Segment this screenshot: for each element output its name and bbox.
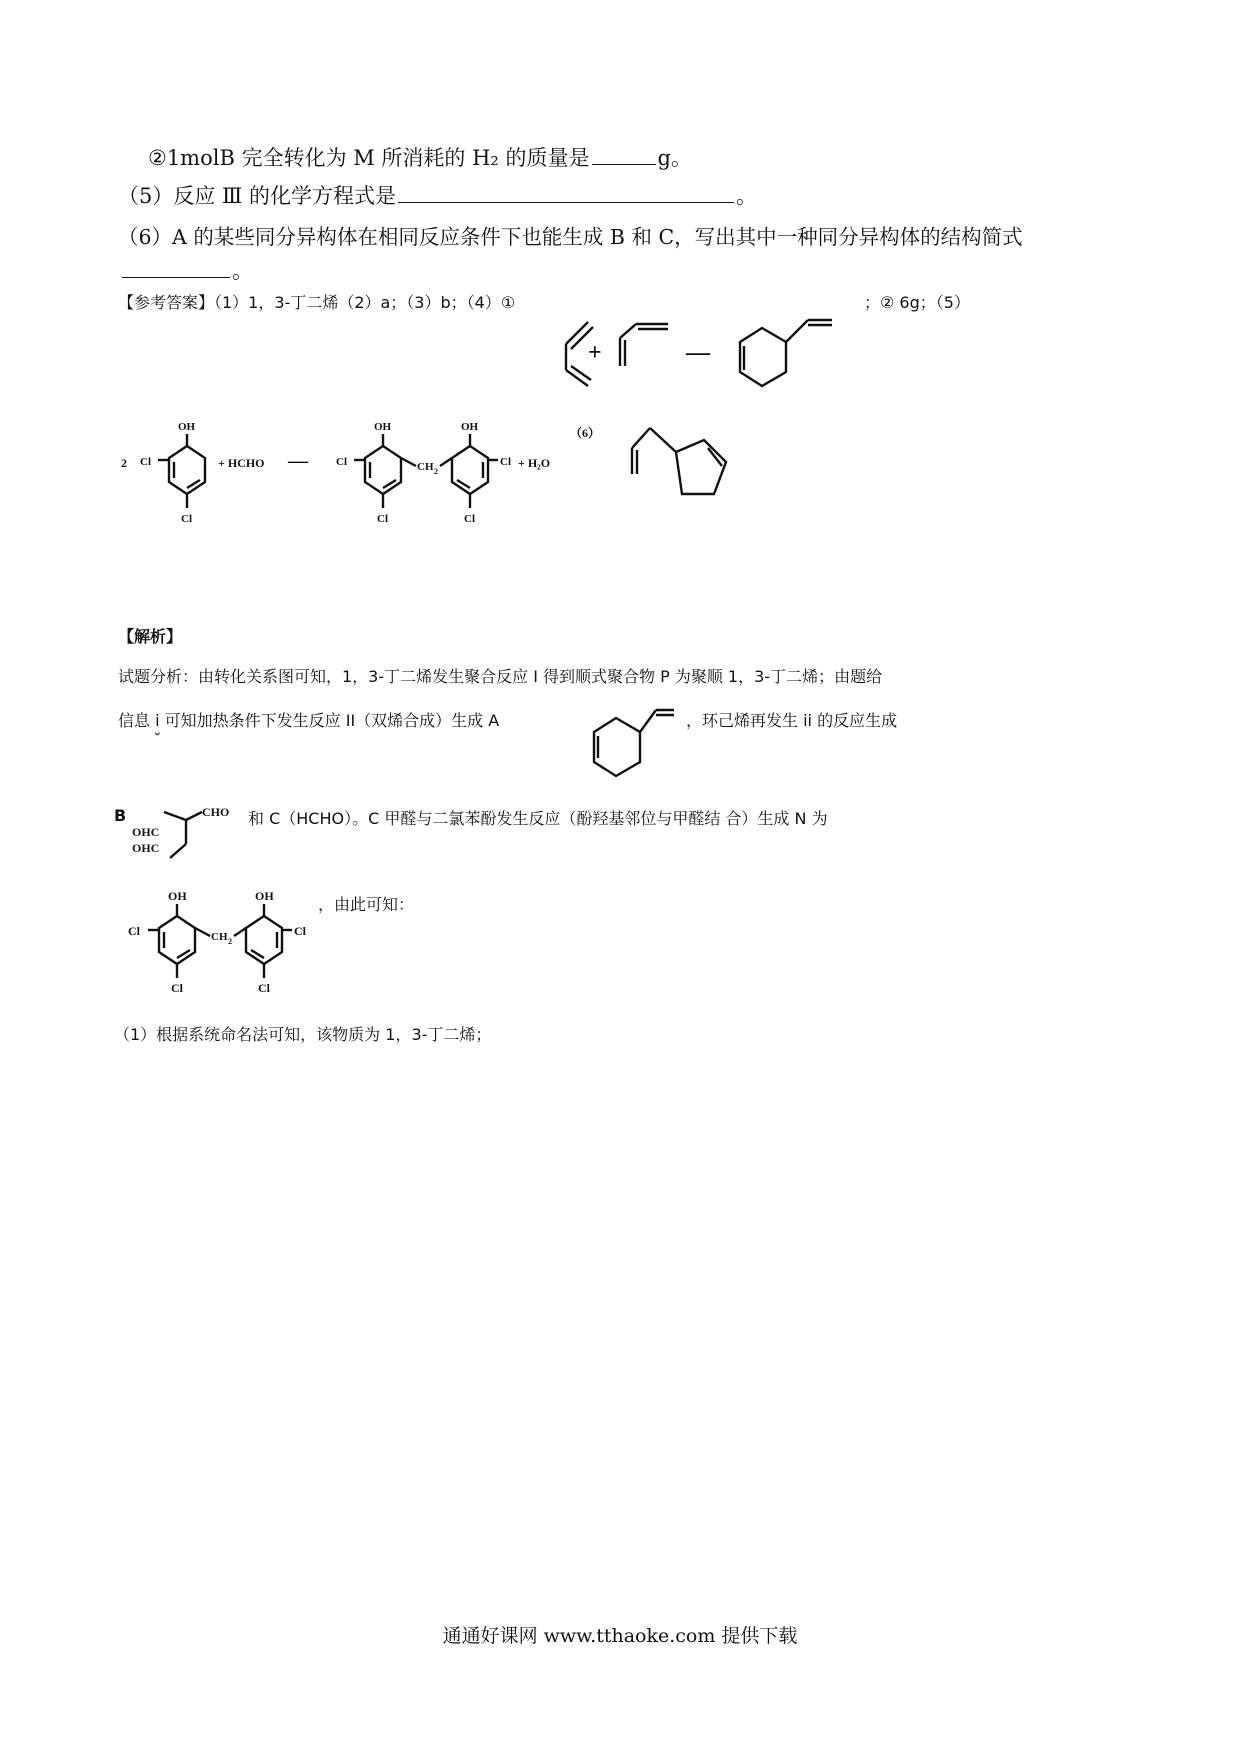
butadiene-molecule-2	[616, 318, 676, 368]
answer-tail	[864, 290, 970, 313]
question-6-text: （6）A 的某些同分异构体在相同反应条件下也能生成 B 和 C，写出其中一种同分异构体的结构简式	[118, 225, 1023, 249]
svg-text:OH: OH	[255, 889, 274, 903]
plus-hcho: + HCHO	[218, 456, 265, 470]
svg-text:Cl: Cl	[258, 981, 270, 995]
analysis-para-2	[118, 708, 499, 731]
analysis-para-3-text: 和 C（HCHO）。C 甲醛与二氯苯酚发生反应（酚羟基邻位与甲醛结 合）生成 N 为	[248, 809, 828, 828]
question-5-text: （5）反应 Ⅲ 的化学方程式是	[118, 184, 396, 208]
question-4-2	[148, 142, 692, 172]
svg-text:2: 2	[228, 937, 232, 946]
svg-text:Cl: Cl	[140, 456, 151, 468]
reaction-arrow: —	[686, 340, 710, 366]
analysis-para-2-c-text: ，环己烯再发生 ii 的反应生成	[686, 711, 898, 730]
reaction-arrow-2: —	[288, 450, 308, 472]
answer-tail-text: ；② 6g；（5）	[864, 293, 970, 312]
analysis-head	[118, 624, 182, 647]
footer-text: 通通好课网 www.tthaoke.com 提供下载	[442, 1625, 798, 1647]
analysis-head-text: 【解析】	[118, 627, 183, 646]
svg-text:Cl: Cl	[377, 513, 388, 525]
compound-n-molecule	[122, 888, 322, 998]
svg-text:Cl: Cl	[500, 456, 511, 468]
compound-a-molecule	[584, 696, 674, 786]
svg-text:Cl: Cl	[464, 513, 475, 525]
svg-text:CH: CH	[417, 461, 434, 473]
svg-text:OH: OH	[178, 421, 196, 433]
plus-sign: +	[588, 340, 602, 366]
analysis-para-2-b: 可知加热条件下发生反应 II（双烯合成）生成 A	[159, 711, 500, 730]
svg-text:OH: OH	[461, 421, 479, 433]
question-6-suffix: 。	[232, 259, 253, 283]
vinylcyclohexene-product	[728, 310, 838, 400]
analysis-para-1-text: 试题分析：由转化关系图可知，1，3-丁二烯发生聚合反应 I 得到顺式聚合物 P 为聚顺 1，3-丁二烯；由题给	[118, 667, 883, 686]
svg-text:2: 2	[434, 467, 438, 476]
svg-text:OHC: OHC	[132, 841, 160, 855]
analysis-para-3-b	[114, 806, 126, 825]
answer-blank	[398, 182, 734, 203]
svg-text:Cl: Cl	[336, 456, 347, 468]
analysis-para-5	[114, 1022, 491, 1045]
question-6	[118, 220, 1023, 250]
answer-q6-label: （6）	[570, 426, 601, 440]
analysis-para-1	[118, 664, 882, 687]
svg-text:OH: OH	[374, 421, 392, 433]
bisphenol-product	[328, 418, 528, 528]
svg-text:CHO: CHO	[202, 805, 230, 819]
analysis-para-2-a: 信息	[118, 711, 156, 730]
svg-text:Cl: Cl	[171, 981, 183, 995]
svg-text:OH: OH	[168, 889, 187, 903]
answer-head-text: 【参考答案】（1）1，3-丁二烯（2）a；（3）b；（4）①	[118, 293, 516, 312]
compound-b-molecule	[130, 800, 250, 870]
compound-b-label: B	[114, 806, 127, 825]
dichlorophenol-reactant	[130, 418, 210, 528]
svg-text:CH: CH	[211, 931, 228, 943]
question-5	[118, 180, 757, 210]
analysis-info-i: i	[155, 711, 160, 730]
svg-text:Cl: Cl	[294, 924, 306, 938]
analysis-para-4	[318, 892, 414, 915]
answer-blank	[122, 257, 230, 278]
question-6-blank-line	[120, 255, 253, 285]
svg-text:Cl: Cl	[128, 924, 140, 938]
question-5-suffix: 。	[735, 184, 757, 208]
isomer-answer-molecule	[626, 418, 746, 508]
answer-head	[118, 290, 515, 313]
answer-blank	[592, 144, 656, 165]
question-4-2-text: ②1molB 完全转化为 M 所消耗的 H₂ 的质量是	[148, 146, 590, 170]
coefficient-2: 2	[121, 456, 127, 470]
question-4-2-suffix: g。	[657, 146, 692, 170]
analysis-para-5-text: （1）根据系统命名法可知，该物质为 1，3-丁二烯；	[114, 1025, 492, 1044]
svg-text:OHC: OHC	[132, 825, 160, 839]
svg-text:Cl: Cl	[181, 513, 192, 525]
page-footer	[0, 1621, 1240, 1648]
analysis-para-2-c	[686, 708, 897, 731]
analysis-para-4-text: ，由此可知：	[318, 895, 415, 914]
analysis-para-3	[248, 806, 828, 829]
plus-water: + H₂O	[518, 456, 551, 470]
